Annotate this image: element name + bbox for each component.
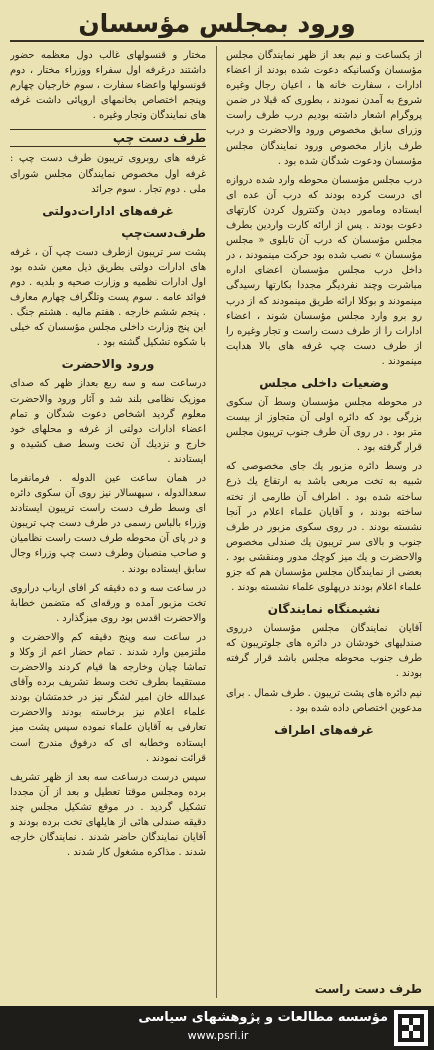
right-column — [226, 48, 422, 948]
subsection-heading: طرف‌دست‌چپ — [121, 225, 206, 240]
paragraph: از یکساعت و نیم بعد از ظهر نمایندگان مجلس مؤسسان وکسانیکه دعوت شده بودند از اعضاء ادارات ، سفارت خانه ها ، اعیان رجال وغیره شروع به آمدن نمودند ، بطوری که قبلا در ضمن پروگرام اشعار داشته بودیم درب طرف راست وزرای سابق مخصوص ورود والاحضرت و درب طرف بازار مخصوص ورود نمایندگان مجلس مؤسسان ودعوت شدگان شده بود . — [226, 50, 422, 167]
footer-url[interactable]: www.psri.ir — [187, 1029, 249, 1042]
paragraph: در همان ساعت عین الدوله . فرمانفرما سعدالدوله ، سپهسالار نیز روی آن سکوی دائره ای وسط طرف دست راست تریبون ایستادند وزراء بالباس رسمی در طرف دست چپ تریبون و در پای آن محوطه طرف دست راست نظامیان و صاحب منصبان وطرف دست چپ وزراء وجال سابق ایستاده بودند . — [10, 472, 206, 575]
subsection-heading: طرف دست راست — [314, 982, 422, 996]
institute-logo-icon — [394, 1010, 428, 1046]
paragraph: غرفه های روبروی تریبون طرف دست چپ : غرفه اول مخصوص نمایندگان مجلس شورای ملی . دوم تجار . سوم جرائد — [10, 153, 206, 195]
paragraph: آقایان نمایندگان مجلس مؤسسان درروی صندلیهای خودشان در دائره های جلوتریبون که طرف جنوب محوطه مجلس باشد قرار گرفته بودند . — [226, 623, 422, 680]
paragraph: سپس درست درساعت سه بعد از ظهر تشریف برده ومجلس موقتا تعطیل و بعد از آن مجددا تشکیل گردید . در موقع تشکیل مجلس چند دقیقه صندلی هائی از هایلهای تخت برده بودند و آقایان نمایندگان حاضر شدند . نمایندگان خارجه شدند . مذاکره مشغول کار شدند . — [10, 771, 206, 859]
paragraph: نیم دائره های پشت تریبون . طرف شمال . برای مدعوین اختصاص داده شده بود . — [226, 687, 422, 714]
paragraph: پشت سر تریبون ازطرف دست چپ آن ، غرفه های ادارات دولتی بطریق ذیل معین شده بود اول ادارات نظمیه و وزارت صحیه و بلدیه . دوم فوائد عامه . سوم پست وتلگراف چهارم معارف . پنجم ششم خارجه . هفتم مالیه . هشتم جنگ . این پنج وزارت داخلی مجلس مؤسسان که خیلی با شکوه تشکیل گشته بود . — [10, 246, 206, 349]
section-heading: ورود والاحضرت — [61, 357, 155, 372]
paragraph: در ساعت سه و ده دقیقه کر افای ارباب دراروی تخت مزبور آمده و ورقه‌ای که متضمن خطابهٔ والاحضرت اقدس بود روی میزگذارد . — [10, 582, 206, 624]
paragraph: درساعت سه و سه ربع بعداز ظهر که صدای موزیک نظامی بلند شد و آثار ورود والاحضرت معلوم گردید اشخاص دعوت شدگان و تمام اعضاء ادارات دولتی از غرفه و محلهای خود خارج و نزدیك آن تخت وسط صف کشیده و ایستادند . — [10, 378, 206, 465]
paragraph: درب مجلس مؤسسان محوطه وارد شده دروازه ای درست کرده بودند که درب آن عده ای ایستاده ومامور دیدن وکنترول کردن کارتهای دعوت بودند . پس از ارائه کارت واردین بطرف مجلس مؤسسان که درب آن تابلوی « مجلس مؤسسان » نصب شده بود حرکت مینمودند ، در داخل درب مجلس مؤسسان اعضای اداره مباشرت وچند نفردیگر مجددا بکارتها رسیدگی مینمودند و بوکلا ارائه طریق مینمودند که از درب رو برو وارد مجلس مؤسسان شوند ، اعضاء ادارات را از طرف دست راست و تجار وغیره را از طرف دست چپ غرفه های بالا هدایت مینمودند . — [226, 174, 422, 367]
paragraph: در محوطه مجلس مؤسسان وسط آن سکوی بزرگی بود که دائره اولی آن متجاوز از بیست متر بود . در روی آن طرف جنوب تریبون مجلس قرار گرفته بود . — [226, 396, 422, 454]
section-heading: غرفه‌های ادارات‌دولتی — [42, 203, 174, 218]
article-title: ورود بمجلس مؤسسان — [10, 6, 424, 42]
paragraph: مختار و قنسولهای غالب دول معظمه حضور داشتند درغرفه اول سفراء ووزراء مختار ، دوم قونسولها واعضاء سفارت ، سوم خارجیان چهارم وپنجم اختصاص بخانمهای اروپائی داشت غرفه های نمایندگان وتجار وغیره . — [10, 50, 206, 122]
footer-title: مؤسسه مطالعات و پژوهشهای سیاسی — [138, 1010, 388, 1025]
section-heading: وضعیات داخلی مجلس — [259, 375, 389, 390]
section-heading: نشیمنگاه نمایندگان — [267, 602, 381, 617]
paragraph: در ساعت سه وپنج دقیقه کم والاحضرت و ملتزمین وارد شدند . تمام حضار اعم از وکلا و تماشا چیان وخارجه ها قیام کردند والاحضرت مستقیما بطرف تخت وسط تشریف برده وآقای عبدالله خان امیر لشگر نیز در خدمتشان بودند علماء اعلام نیز برخاسته بودند والاحضرت تعارفی به آقایان علماء نموده سپس پشت میز ایستاده وخطابه ای که درفوق مندرج است قرائت نمودند . — [10, 631, 206, 764]
left-column — [10, 48, 206, 958]
section-heading: غرفه‌های اطراف — [274, 722, 374, 737]
column-divider — [216, 46, 217, 998]
paragraph: در وسط دائره مزبور یك جای مخصوصی که شبیه به تخت مربعی باشد به ارتفاع یك ذرع ساخته شده بود . اطراف آن طارمی از تخته ساخته بودند ، و آقایان علماء اعلام در آنجا نشسته بودند . در روی سکوی مزبور در طرف جنوب و بالای سر تریبون یك صندلی مخصوص والاحضرت و یك میز کوچك مدور ومنقشی بود . بعضی از نمایندگان مجلس مؤسسان هم که جزو علماء اعلام بودند درپهلوی علماء نشسته بودند . — [226, 461, 422, 594]
subsection-heading: طرف دست چپ — [10, 129, 206, 147]
